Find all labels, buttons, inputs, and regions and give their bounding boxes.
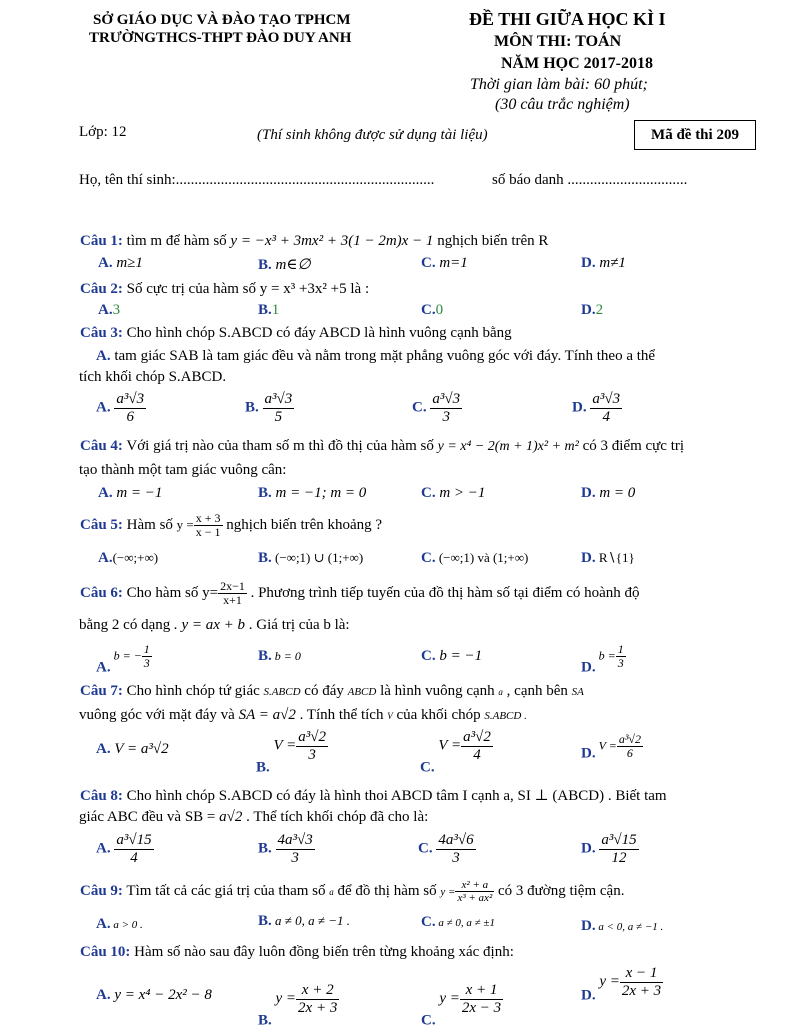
q8-option-a[interactable]: A. $\frac{\text{a³√15}}{4}$ <box>96 832 152 866</box>
q7-option-c[interactable]: C. V = $\frac{\text{a³√2}}{4}$ <box>420 729 491 776</box>
question-2: Câu 2: Số cực trị của hàm số y = x³ +3x² +5 là : <box>80 281 370 297</box>
question-8: Câu 8: Cho hình chóp S.ABCD có đáy là hình thoi ABCD tâm I cạnh a, SI ⊥ (ABCD) . Biết tam <box>80 788 667 804</box>
q10-option-d[interactable]: D. y = $\frac{x - 1}{2x + 3}$ <box>581 965 662 1004</box>
question-7: Câu 7: Cho hình chóp tứ giác S.ABCD có đáy ABCD là hình vuông cạnh a , cạnh bên SA <box>80 683 584 699</box>
q6-option-c[interactable]: C. b = −1 <box>421 648 483 664</box>
question-1 <box>80 233 548 250</box>
q2-option-b[interactable]: B.1 <box>258 302 280 318</box>
q7-option-a[interactable]: A. V = a³√2 <box>96 741 169 757</box>
department-name: SỞ GIÁO DỤC VÀ ĐÀO TẠO TPHCM <box>93 12 351 28</box>
q2-option-c[interactable]: C.0 <box>421 302 444 318</box>
q4-option-c[interactable]: C. m > −1 <box>421 485 486 501</box>
q4-option-a[interactable]: A. m = −1 <box>98 485 163 501</box>
q8-option-c[interactable]: C. $\frac{\text{4a³√6}}{3}$ <box>418 832 474 866</box>
exam-year: NĂM HỌC 2017-2018 <box>501 55 653 72</box>
q10-option-a[interactable]: A. y = x⁴ − 2x² − 8 <box>96 987 212 1003</box>
q5-option-d[interactable]: D. R∖{1} <box>581 550 635 566</box>
q1-option-a[interactable]: A. m≥1 <box>98 255 143 271</box>
q4-option-d[interactable]: D. m = 0 <box>581 485 636 501</box>
q2-option-a[interactable]: A.3 <box>98 302 121 318</box>
q5-option-a[interactable]: A.(−∞;+∞) <box>98 550 159 566</box>
question-7-line2: vuông góc với mặt đáy và SA = a√2 . Tính thể tích V của khối chóp S.ABCD . <box>79 707 527 723</box>
q9-option-a[interactable]: A. a > 0 . <box>96 916 143 932</box>
exam-notice: (Thí sinh không được sử dụng tài liệu) <box>257 127 488 143</box>
q4-option-b[interactable]: B. m = −1; m = 0 <box>258 485 367 501</box>
q8-option-b[interactable]: B. $\frac{\text{4a³√3}}{3}$ <box>258 832 313 866</box>
question-6: Câu 6: Cho hàm số y= $\frac{2x-1}{x+1}$ . Phương trình tiếp tuyến của đồ thị hàm số tại điểm có hoành độ <box>80 579 640 608</box>
question-5: Câu 5: Hàm số y = $\frac{x + 3}{x - 1}$ nghịch biến trên khoảng ? <box>80 511 383 540</box>
q6-option-a[interactable]: A. b = − $\frac{1}{3}$ <box>96 642 150 676</box>
question-6-line2: bằng 2 có dạng . y = ax + b . Giá trị của b là: <box>79 617 350 633</box>
question-9: Câu 9: Tìm tất cả các giá trị của tham số a để đồ thị hàm số y = $\frac{\text{x² + a}}{\text{x³ + ax²}}$ có 3 đường tiệm cận. <box>80 879 625 905</box>
exam-code-box <box>634 120 756 150</box>
class-label: Lớp: 12 <box>79 124 127 140</box>
question-4: Câu 4: Với giá trị nào của tham số m thì đồ thị của hàm số y = x⁴ − 2(m + 1)x² + m² có 3 điểm cực trị <box>80 438 685 454</box>
q10-option-b[interactable]: B. y = $\frac{x + 2}{2x + 3}$ <box>258 982 338 1029</box>
q2-option-d[interactable]: D.2 <box>581 302 604 318</box>
exam-title: ĐỀ THI GIỮA HỌC KÌ I <box>469 9 666 29</box>
q7-option-d[interactable]: D. V = $\frac{\text{a³√2}}{6}$ <box>581 732 641 762</box>
q3-option-b[interactable]: B. $\frac{\text{a³√3}}{5}$ <box>245 391 293 425</box>
q3-option-a[interactable]: A. $\frac{\text{a³√3}}{6}$ <box>96 391 145 425</box>
question-4-line2: tạo thành một tam giác vuông cân: <box>79 462 287 478</box>
q7-option-b[interactable]: B. V = $\frac{\text{a³√2}}{3}$ <box>256 729 327 776</box>
question-text-tail: nghịch biến trên R <box>433 233 549 249</box>
q6-option-d[interactable]: D. b = $\frac{1}{3}$ <box>581 642 624 676</box>
q5-option-b[interactable]: B. (−∞;1) ∪ (1;+∞) <box>258 550 364 566</box>
q3-option-d[interactable]: D. $\frac{\text{a³√3}}{4}$ <box>572 391 621 425</box>
question-count: (30 câu trắc nghiệm) <box>495 96 630 113</box>
q1-option-d[interactable]: D. m≠1 <box>581 255 626 271</box>
question-text: tìm m để hàm số <box>122 233 231 249</box>
q9-option-c[interactable]: C. a ≠ 0, a ≠ ±1 <box>421 914 495 930</box>
candidate-name-field[interactable]: Họ, tên thí sinh:..................................................................... <box>79 172 435 188</box>
exam-code: Mã đề thi 209 <box>651 127 739 143</box>
question-3-line3: tích khối chóp S.ABCD. <box>79 369 227 385</box>
question-8-line2: giác ABC đều và SB = a√2 . Thể tích khối chóp đã cho là: <box>79 809 429 825</box>
q6-option-b[interactable]: B. b = 0 <box>258 648 301 664</box>
school-name: TRƯỜNGTHCS-THPT ĐÀO DUY ANH <box>89 30 352 46</box>
q1-option-c[interactable]: C. m=1 <box>421 255 468 271</box>
question-3-line2: A. tam giác SAB là tam giác đều và nằm trong mặt phẳng vuông góc với đáy. Tính theo a thể <box>96 348 656 364</box>
question-formula: y = −x³ + 3mx² + 3(1 − 2m)x − 1 <box>230 233 434 249</box>
q9-option-d[interactable]: D. a < 0, a ≠ −1 . <box>581 918 664 934</box>
q9-option-b[interactable]: B. a ≠ 0, a ≠ −1 . <box>258 913 351 929</box>
question-number: Câu 1: <box>80 233 123 249</box>
q5-option-c[interactable]: C. (−∞;1) và (1;+∞) <box>421 550 529 566</box>
candidate-id-field[interactable]: số báo danh ................................ <box>492 172 688 188</box>
q3-option-c[interactable]: C. $\frac{\text{a³√3}}{3}$ <box>412 391 461 425</box>
exam-subject: MÔN THI: TOÁN <box>494 33 622 50</box>
question-10: Câu 10: Hàm số nào sau đây luôn đồng biến trên từng khoảng xác định: <box>80 944 514 960</box>
question-3: Câu 3: Cho hình chóp S.ABCD có đáy ABCD là hình vuông cạnh bằng <box>80 325 512 341</box>
q1-option-b[interactable]: B. m∈∅ <box>258 257 311 273</box>
exam-time: Thời gian làm bài: 60 phút; <box>470 76 648 93</box>
q10-option-c[interactable]: C. y = $\frac{x + 1}{2x - 3}$ <box>421 982 502 1029</box>
q8-option-d[interactable]: D. $\frac{\text{a³√15}}{12}$ <box>581 832 637 866</box>
